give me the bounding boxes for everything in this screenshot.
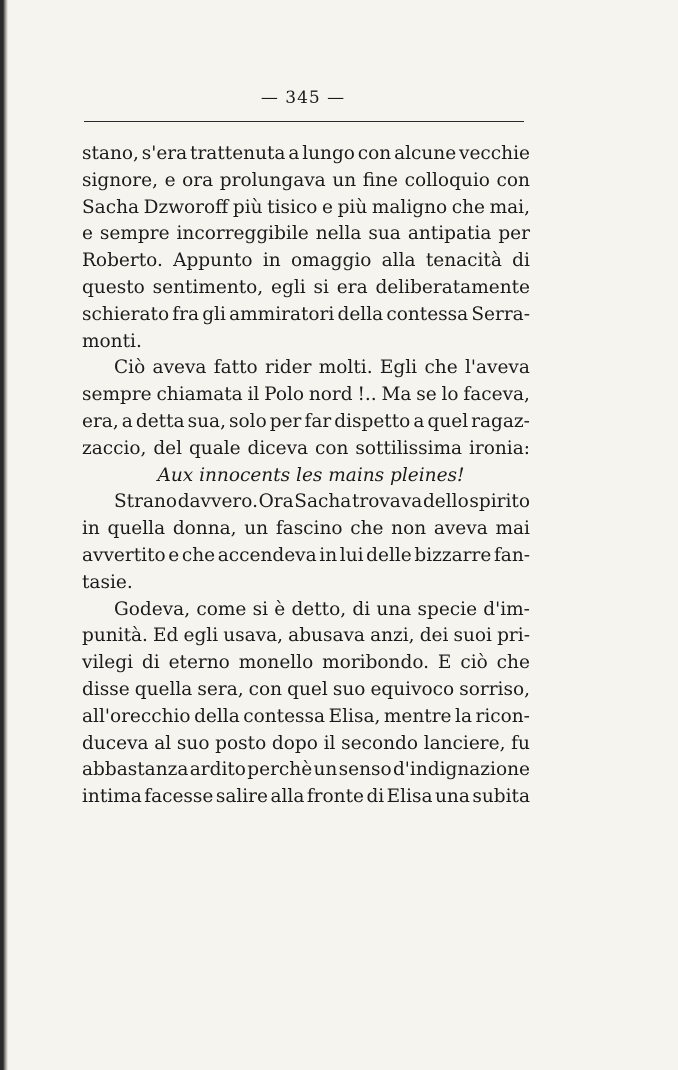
- text-line: punità. Ed egli usava, abusava anzi, dei suoi pri-: [82, 625, 530, 647]
- text-line: intima facesse salire alla fronte di Elisa una subita: [82, 786, 530, 808]
- text-line: signore, e ora prolungava un fine colloquio con: [82, 169, 530, 191]
- text-line: e sempre incorreggibile nella sua antipatia per: [82, 223, 530, 245]
- text-line: disse quella sera, con quel suo equivoco sorriso,: [82, 678, 530, 700]
- text-line: sempre chiamata il Polo nord !.. Ma se lo faceva,: [82, 384, 530, 406]
- text-line: Godeva, come si è detto, di una specie d'im-: [114, 598, 530, 620]
- header-rule: [84, 121, 524, 122]
- text-line: era, a detta sua, solo per far dispetto a quel ragaz-: [82, 410, 530, 432]
- text-line: duceva al suo posto dopo il secondo lanciere, fu: [82, 732, 530, 754]
- text-line: abbastanza ardito perchè un senso d'indignazione: [82, 759, 530, 781]
- text-line: Roberto. Appunto in omaggio alla tenacità di: [82, 250, 530, 272]
- text-line: monti.: [82, 330, 142, 352]
- text-line: Strano davvero. Ora Sacha trovava dello spirito: [114, 491, 530, 513]
- text-line: avvertito e che accendeva in lui delle bizzarre fan-: [82, 544, 530, 566]
- text-line: stano, s'era trattenuta a lungo con alcune vecchie: [82, 143, 530, 164]
- text-line: in quella donna, un fascino che non aveva mai: [82, 518, 530, 540]
- text-line: Aux innocents les mains pleines!: [157, 464, 465, 486]
- text-line: all'orecchio della contessa Elisa, mentre la ricon-: [82, 705, 530, 727]
- text-line: zaccio, del quale diceva con sottilissima ironia:: [82, 437, 530, 459]
- text-line: tasie.: [82, 571, 133, 593]
- page-gutter-edge: [0, 0, 8, 1070]
- text-line: questo sentimento, egli si era deliberatamente: [82, 276, 530, 298]
- body-text: [82, 141, 530, 811]
- text-line: Sacha Dzworoff più tisico e più maligno che mai,: [82, 196, 530, 218]
- text-line: Ciò aveva fatto rider molti. Egli che l'aveva: [114, 357, 530, 379]
- text-line: schierato fra gli ammiratori della contessa Serra-: [82, 303, 530, 325]
- text-line: vilegi di eterno monello moribondo. E ciò che: [82, 652, 530, 674]
- page-number: — 345 —: [260, 88, 346, 108]
